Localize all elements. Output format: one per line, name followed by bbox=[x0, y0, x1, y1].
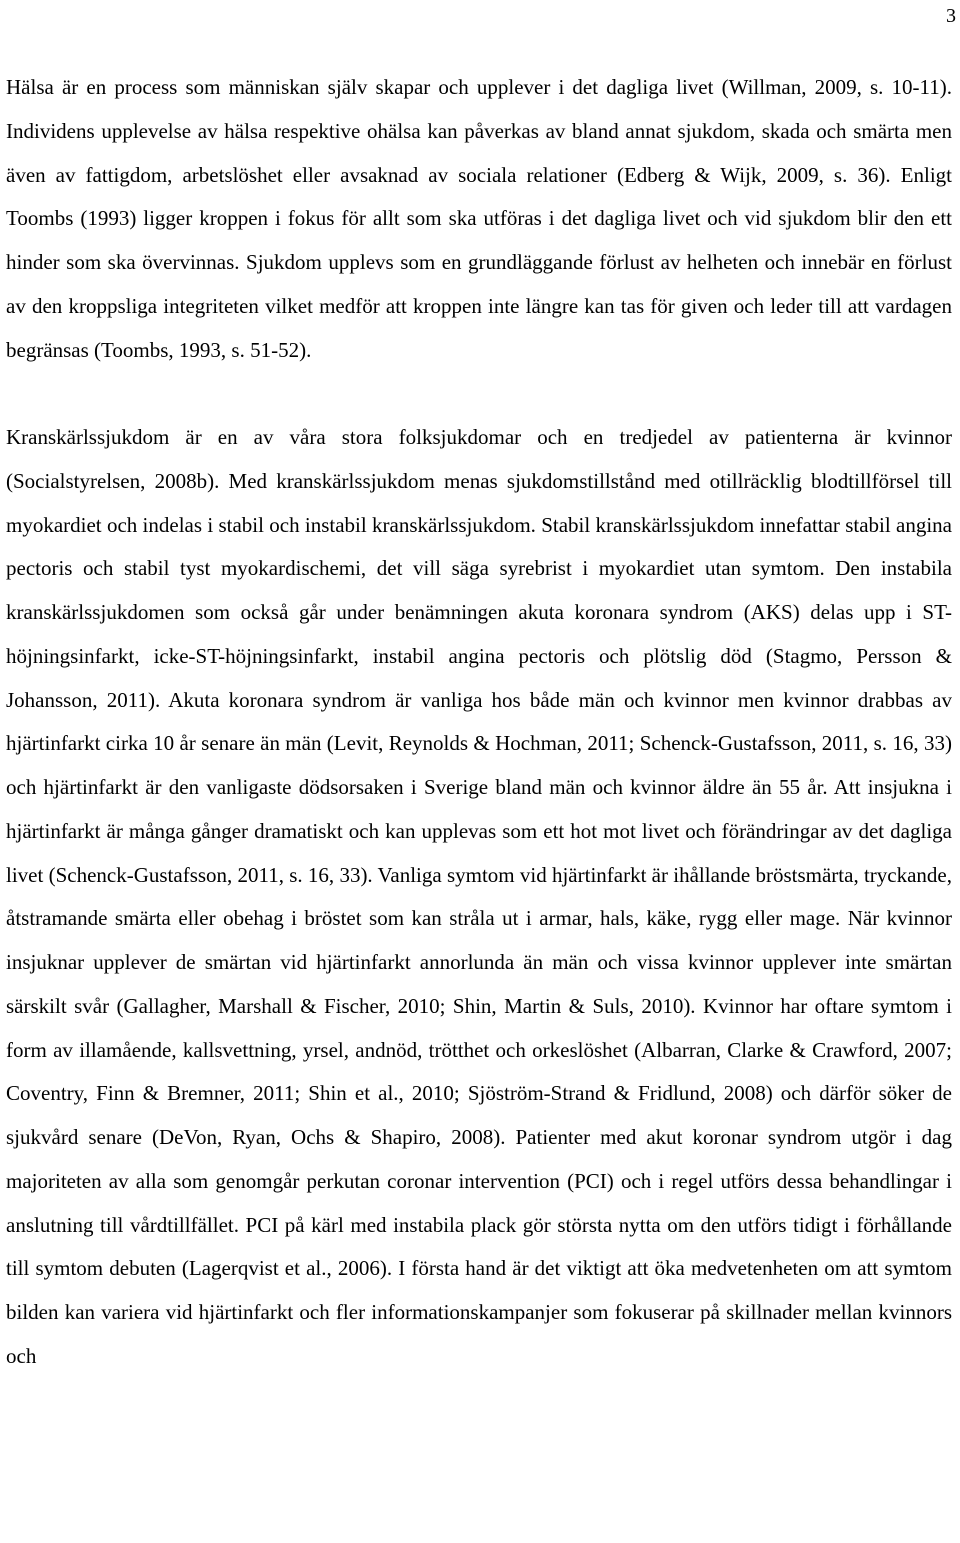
paragraph-coronary-disease: Kranskärlssjukdom är en av våra stora folksjukdomar och en tredjedel av patienterna är kvinnor (Socialstyrelsen, 2008b). Med kranskärlssjukdom menas sjukdomstillstånd med otillräcklig blodtillförsel till myokardiet och indelas i stabil och instabil kranskärlssjukdom. Stabil kranskärlssjukdom innefattar stabil angina pectoris och stabil tyst myokardischemi, det vill säga syrebrist i myokardiet utan symtom. Den instabila kranskärlssjukdomen som också går under benämningen akuta koronara syndrom (AKS) delas upp i ST-höjningsinfarkt, icke-ST-höjningsinfarkt, instabil angina pectoris och plötslig död (Stagmo, Persson & Johansson, 2011). Akuta koronara syndrom är vanliga hos både män och kvinnor men kvinnor drabbas av hjärtinfarkt cirka 10 år senare än män (Levit, Reynolds & Hochman, 2011; Schenck-Gustafsson, 2011, s. 16, 33) och hjärtinfarkt är den vanligaste dödsorsaken i Sverige bland män och kvinnor äldre än 55 år. Att insjukna i hjärtinfarkt är många gånger dramatiskt och kan upplevas som ett hot mot livet och förändringar av det dagliga livet (Schenck-Gustafsson, 2011, s. 16, 33). Vanliga symtom vid hjärtinfarkt är ihållande bröstsmärta, tryckande, åtstramande smärta eller obehag i bröstet som kan stråla ut i armar, hals, käke, rygg eller mage. När kvinnor insjuknar upplever de smärtan vid hjärtinfarkt annorlunda än män och vissa kvinnor upplever inte smärtan särskilt svår (Gallagher, Marshall & Fischer, 2010; Shin, Martin & Suls, 2010). Kvinnor har oftare symtom i form av illamående, kallsvettning, yrsel, andnöd, trötthet och orkeslöshet (Albarran, Clarke & Crawford, 2007; Coventry, Finn & Bremner, 2011; Shin et al., 2010; Sjöström-Strand & Fridlund, 2008) och därför söker de sjukvård senare (DeVon, Ryan, Ochs & Shapiro, 2008). Patienter med akut koronar syndrom utgör i dag majoriteten av alla som genomgår perkutan coronar intervention (PCI) och i regel utförs dessa behandlingar i anslutning till vårdtillfället. PCI på kärl med instabila plack gör största nytta om den utförs tidigt i förhållande till symtom debuten (Lagerqvist et al., 2006). I första hand är det viktigt att öka medvetenheten om att symtom bilden kan variera vid hjärtinfarkt och fler informationskampanjer som fokuserar på skillnader mellan kvinnors och bbox=[6, 425, 952, 1368]
page-number: 3 bbox=[946, 5, 956, 27]
paragraph-health-process: Hälsa är en process som människan själv skapar och upplever i det dagliga livet (Willman, 2009, s. 10-11). Individens upplevelse av hälsa respektive ohälsa kan påverkas av bland annat sjukdom, skada och smärta men även av fattigdom, arbetslöshet eller avsaknad av sociala relationer (Edberg & Wijk, 2009, s. 36). Enligt Toombs (1993) ligger kroppen i fokus för allt som ska utföras i det dagliga livet och vid sjukdom blir den ett hinder som ska övervinnas. Sjukdom upplevs som en grundläggande förlust av helheten och innebär en förlust av den kroppsliga integriteten vilket medför att kroppen inte längre kan tas för given och leder till att vardagen begränsas (Toombs, 1993, s. 51-52). bbox=[6, 75, 952, 362]
document-body bbox=[6, 66, 952, 1379]
